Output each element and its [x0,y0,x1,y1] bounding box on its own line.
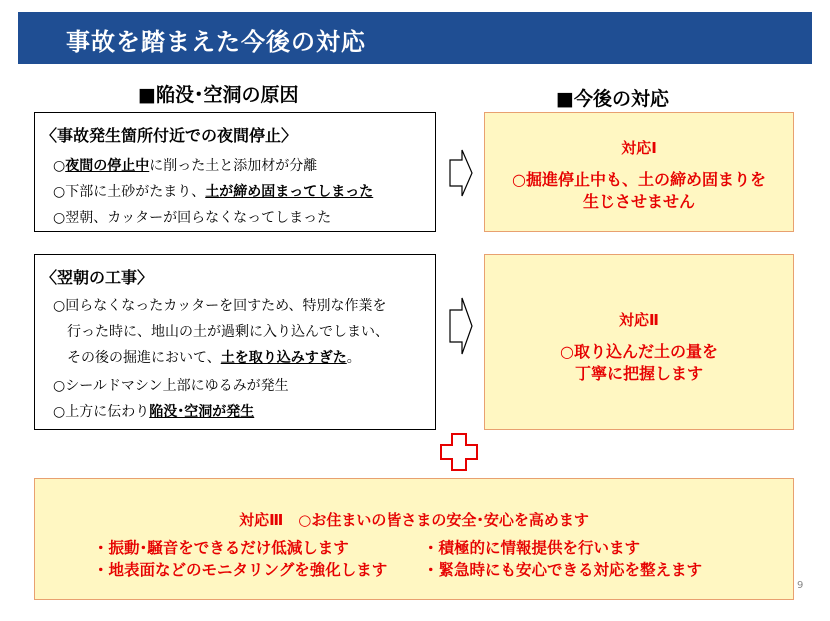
response3-item-2: ・積極的に情報提供を行います [423,539,641,557]
cause1-title: 〈事故発生箇所付近での夜間停止〉 [41,126,298,145]
cause-box-night-stop [34,112,436,232]
cause-box-next-morning [34,254,436,430]
right-arrow-icon [448,296,474,356]
page-title: 事故を踏まえた今後の対応 [66,28,366,56]
response1-label: 対応Ⅰ [621,139,657,157]
right-arrow-icon [448,148,474,198]
cause1-item-1: ○夜間の停止中に削った土と添加材が分離 [53,158,318,174]
cause1-item-2: ○下部に土砂がたまり、土が締め固まってしまった [53,184,374,200]
response2-line-2: 丁寧に把握します [574,364,703,383]
page-number: 9 [797,580,804,591]
response3-title: 対応Ⅲ ○お住まいの皆さまの安全･安心を高めます [239,511,589,529]
response-box-1 [484,112,794,232]
cause1-item-3: ○翌朝、カッターが回らなくなってしまった [53,210,332,226]
causes-heading: ■陥没･空洞の原因 [138,84,299,106]
response1-line-1: ○掘進停止中も、土の締め固まりを [512,170,766,189]
plus-icon [439,432,479,472]
response-box-2 [484,254,794,430]
cause2-line-3: その後の掘進において、土を取り込みすぎた。 [67,350,361,366]
response3-item-3: ・地表面などのモニタリングを強化します [93,561,388,579]
response-box-3 [34,478,794,600]
response2-label: 対応Ⅱ [619,311,659,329]
response3-item-4: ・緊急時にも安心できる対応を整えます [423,561,703,579]
cause2-line-2: 行った時に、地山の土が過剰に入り込んでしまい、 [67,324,389,340]
cause2-title: 〈翌朝の工事〉 [41,268,154,287]
response2-line-1: ○取り込んだ土の量を [560,342,718,361]
cause2-line-1: ○回らなくなったカッターを回すため、特別な作業を [53,298,387,314]
title-bar [18,12,812,64]
response1-line-2: 生じさせません [582,192,695,211]
cause2-line-4: ○シールドマシン上部にゆるみが発生 [53,378,289,394]
response3-item-1: ・振動･騒音をできるだけ低減します [93,539,349,557]
cause2-line-5: ○上方に伝わり陥没･空洞が発生 [53,404,255,420]
responses-heading: ■今後の対応 [556,88,669,110]
